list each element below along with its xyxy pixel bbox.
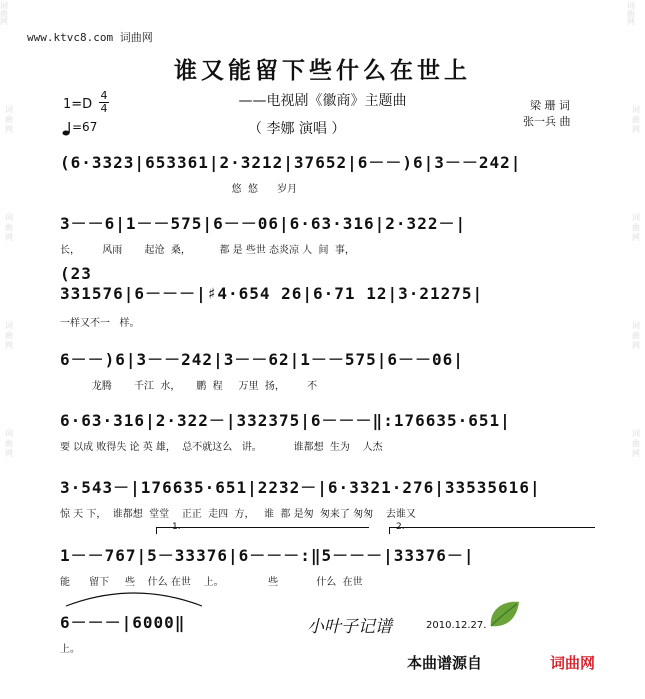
lyricist: 梁 珊 词 — [530, 99, 570, 112]
lyrics: 能 留下 些 什么 在世 上。 些 什么 在世 — [60, 577, 363, 588]
singer: （ 李娜 演唱 ） — [248, 121, 346, 137]
fermata-slur — [64, 586, 204, 608]
key-signature: 1=D — [63, 97, 93, 112]
lyrics: 一样又不一 样。 — [60, 318, 140, 329]
notes: 3－－6|1－－575|6－－06|6·63·316|2·322－| — [60, 214, 467, 233]
leaf-icon — [487, 598, 523, 630]
time-bottom: 4 — [100, 102, 108, 115]
watermark-right: 词 曲 网 词 曲 网 词 曲 网 词 曲 网 词 曲 网 — [627, 1, 640, 458]
page-title: 谁又能留下些什么在世上 — [174, 57, 471, 84]
notes: (6·3323|653361|2·3212|37652|6－－)6|3－－242| — [60, 153, 522, 172]
tempo: =67 — [72, 120, 98, 134]
composer: 张一兵 曲 — [523, 115, 571, 128]
notes: 3·543－|176635·651|2232－|6·3321·276|33535616| — [60, 478, 541, 497]
lyrics: 龙腾 千江 水， 鹏 程 万里 扬， 不 — [60, 381, 318, 392]
volta-bracket-1 — [156, 527, 369, 534]
site-url[interactable]: www.ktvc8.com 词曲网 — [27, 31, 153, 44]
volta-bracket-2 — [389, 527, 595, 534]
notes: 6－－－|6000‖ — [60, 613, 186, 632]
lyrics: 长， 风雨 起沧 桑， 都 是 些世 态炎凉 人 间 事， — [60, 245, 355, 256]
volta-2-label: 2. — [396, 522, 405, 532]
quarter-note-icon — [62, 122, 72, 136]
notes: 6－－)6|3－－242|3－－62|1－－575|6－－06| — [60, 350, 464, 369]
notes: (23 331576|6－－－|♯4·654 26|6·71 12|3·21275| — [60, 264, 484, 303]
watermark-left: 词 曲 网 词 曲 网 词 曲 网 词 曲 网 词 曲 网 — [0, 1, 13, 458]
source-prefix: 本曲谱源自 — [407, 654, 483, 672]
lyrics: 上。 — [60, 644, 80, 655]
time-top: 4 — [100, 89, 108, 102]
notes: 1－－767|5－33376|6－－－:‖5－－－|33376－| — [60, 546, 475, 565]
transcribe-date: 2010.12.27. — [426, 620, 487, 631]
lyrics: 悠 悠 岁月 — [60, 184, 298, 195]
volta-1-label: 1. — [172, 522, 181, 532]
transcriber-signature: 小叶子记谱 — [307, 617, 392, 637]
notes: 6·63·316|2·322－|332375|6－－－‖:176635·651| — [60, 411, 511, 430]
source-site-link[interactable]: 词曲网 — [550, 654, 596, 672]
lyrics: 惊 天 下， 谁都想 堂堂 正正 走四 方， 谁 都 是匆 匆来了 匆匆 去谁又 — [60, 509, 416, 520]
subtitle: ——电视剧《徽商》主题曲 — [238, 93, 407, 109]
time-signature — [99, 90, 109, 115]
lyrics: 要 以成 败得失 论 英 雄， 总不就这么 讲。 谁都想 生为 人杰 — [60, 442, 383, 453]
